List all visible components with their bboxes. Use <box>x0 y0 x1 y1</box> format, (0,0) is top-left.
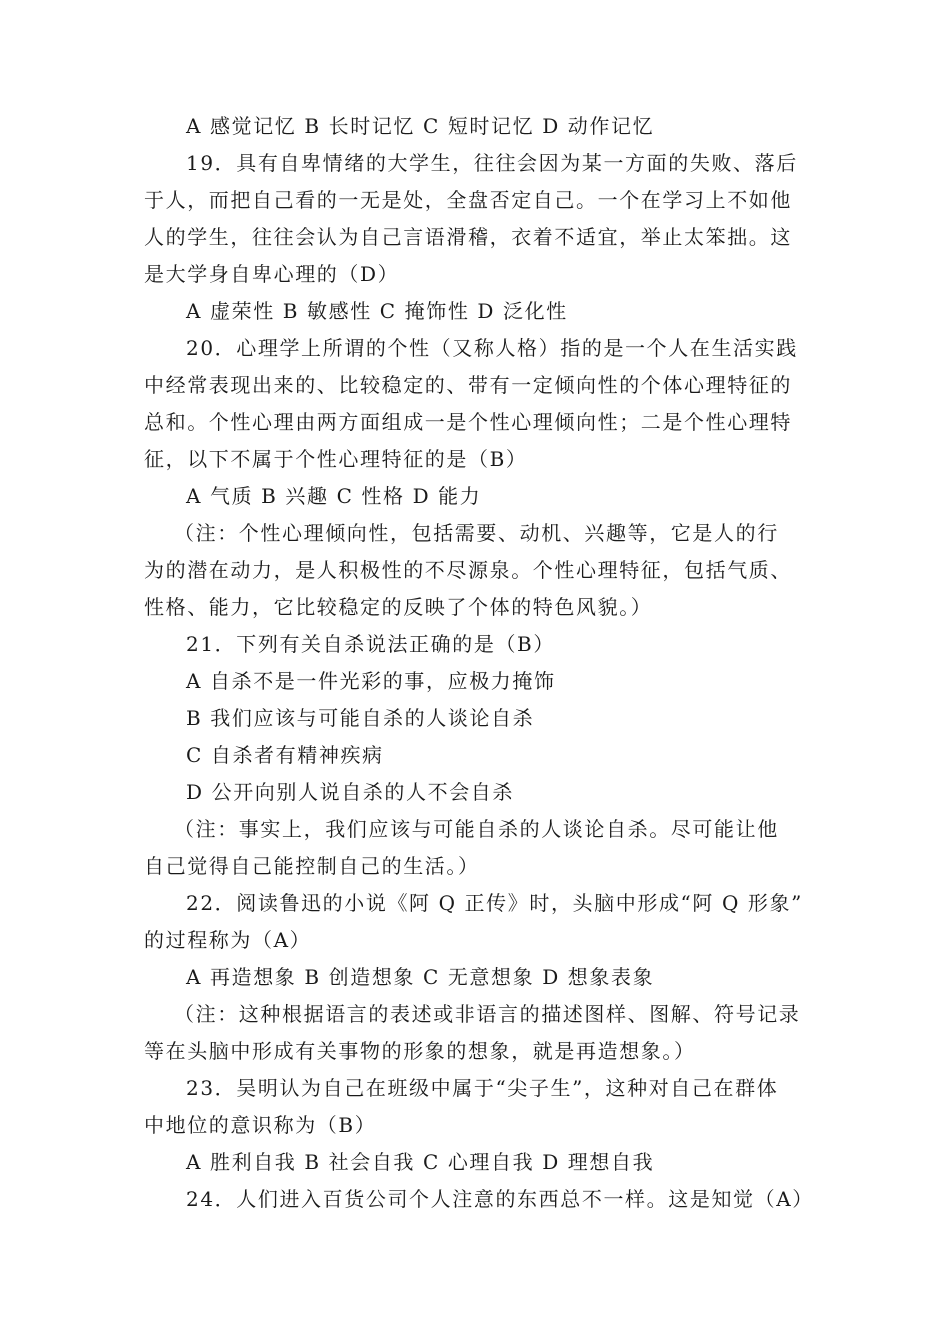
question-19-line-2: 于人，而把自己看的一无是处，全盘否定自己。一个在学习上不如他 <box>144 188 792 212</box>
answer-options-q19: A 虚荣性 B 敏感性 C 掩饰性 D 泛化性 <box>186 299 568 323</box>
question-19-line-3: 人的学生，往往会认为自己言语滑稽，衣着不适宜，举止太笨拙。这 <box>144 225 792 249</box>
question-22-line-1: 22．阅读鲁迅的小说《阿 Q 正传》时，头脑中形成“阿 Q 形象” <box>186 891 803 915</box>
answer-options-q22: A 再造想象 B 创造想象 C 无意想象 D 想象表象 <box>186 965 655 989</box>
answer-options-q23: A 胜利自我 B 社会自我 C 心理自我 D 理想自我 <box>186 1150 655 1174</box>
note-q21-line-2: 自己觉得自己能控制自己的生活。） <box>144 854 480 878</box>
question-20-line-2: 中经常表现出来的、比较稳定的、带有一定倾向性的个体心理特征的 <box>144 373 792 397</box>
answer-option-q21-b: B 我们应该与可能自杀的人谈论自杀 <box>186 706 535 730</box>
answer-option-q21-c: C 自杀者有精神疾病 <box>186 743 384 767</box>
question-23-line-2: 中地位的意识称为（B） <box>144 1113 377 1137</box>
question-23-line-1: 23．吴明认为自己在班级中属于“尖子生”，这种对自己在群体 <box>186 1076 779 1100</box>
question-21-line-1: 21．下列有关自杀说法正确的是（B） <box>186 632 555 656</box>
question-19-line-4: 是大学身自卑心理的（D） <box>144 262 400 286</box>
answer-option-q21-d: D 公开向别人说自杀的人不会自杀 <box>186 780 514 804</box>
note-q20-line-1: （注：个性心理倾向性，包括需要、动机、兴趣等，它是人的行 <box>174 521 779 545</box>
answer-options-q18: A 感觉记忆 B 长时记忆 C 短时记忆 D 动作记忆 <box>186 114 655 138</box>
question-22-line-2: 的过程称为（A） <box>144 928 312 952</box>
answer-option-q21-a: A 自杀不是一件光彩的事，应极力掩饰 <box>186 669 556 693</box>
note-q21-line-1: （注：事实上，我们应该与可能自杀的人谈论自杀。尽可能让他 <box>174 817 779 841</box>
note-q20-line-2: 为的潜在动力，是人积极性的不尽源泉。个性心理特征，包括气质、 <box>144 558 792 582</box>
question-20-line-3: 总和。个性心理由两方面组成一是个性心理倾向性；二是个性心理特 <box>144 410 792 434</box>
question-20-line-1: 20．心理学上所谓的个性（又称人格）指的是一个人在生活实践 <box>186 336 798 360</box>
question-19-line-1: 19．具有自卑情绪的大学生，往往会因为某一方面的失败、落后 <box>186 151 798 175</box>
note-q22-line-1: （注：这种根据语言的表述或非语言的描述图样、图解、符号记录 <box>174 1002 801 1026</box>
question-20-line-4: 征，以下不属于个性心理特征的是（B） <box>144 447 528 471</box>
note-q22-line-2: 等在头脑中形成有关事物的形象的想象，就是再造想象。） <box>144 1039 696 1063</box>
note-q20-line-3: 性格、能力，它比较稳定的反映了个体的特色风貌。） <box>144 595 653 619</box>
question-24-line-1: 24．人们进入百货公司个人注意的东西总不一样。这是知觉（A） <box>186 1187 814 1211</box>
answer-options-q20: A 气质 B 兴趣 C 性格 D 能力 <box>186 484 482 508</box>
